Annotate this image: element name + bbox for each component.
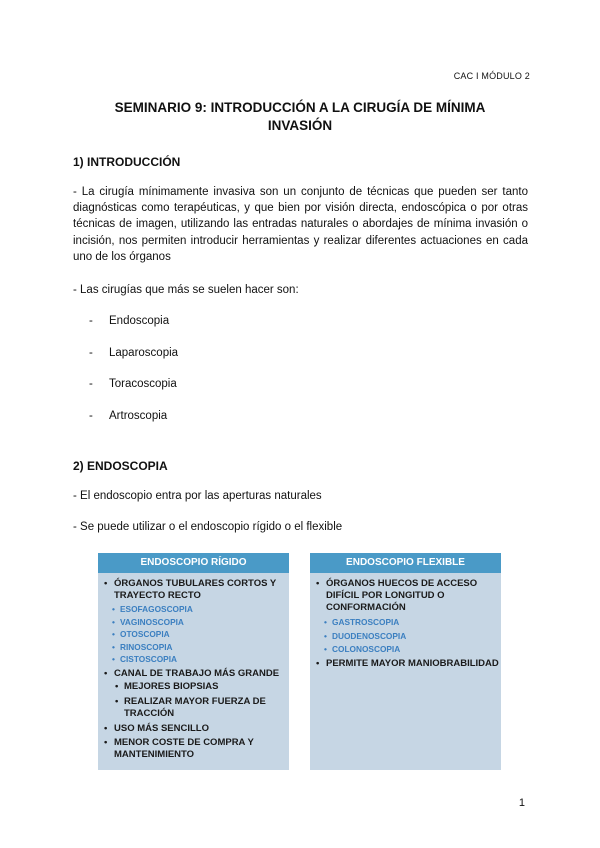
list-item: • DUODENOSCOPIA [324, 630, 407, 641]
list-item: • ÓRGANOS HUECOS DE ACCESO DIFÍCIL POR LONGITUD O CONFORMACIÓN [316, 578, 478, 613]
list-item: • CISTOSCOPIA [112, 654, 178, 664]
list-item: • ESOFAGOSCOPIA [112, 604, 193, 614]
endoscope-line-1: - El endoscopio entra por las aperturas naturales [73, 490, 322, 502]
surgery-list-intro: - Las cirugías que más se suelen hacer son: [73, 284, 299, 296]
list-item: • VAGINOSCOPIA [112, 616, 184, 627]
flexible-box-header: ENDOSCOPIO FLEXIBLE [310, 553, 501, 573]
list-item: • PERMITE MAYOR MANIOBRABILIDAD [316, 657, 499, 669]
list-item: • CANAL DE TRABAJO MÁS GRANDE [104, 667, 280, 679]
list-item: • USO MÁS SENCILLO [104, 722, 210, 734]
list-item: - Toracoscopia [89, 378, 177, 390]
title-line-1: SEMINARIO 9: INTRODUCCIÓN A LA CIRUGÍA DE MÍNIMA [114, 100, 486, 115]
list-item: - Artroscopia [89, 410, 168, 422]
list-item: • RINOSCOPIA [112, 641, 173, 652]
page-title [70, 99, 530, 135]
endoscope-line-2: - Se puede utilizar o el endoscopio rígido o el flexible [73, 521, 343, 533]
intro-paragraph: - La cirugía mínimamente invasiva son un conjunto de técnicas que pueden ser tanto diagnósticas como terapéuticas, y que bien por visión directa, endoscópica o por otras técnicas de imagen, utilizando las entradas naturales o abordajes de mínima invasión o incisión, nos permiten introducir herramientas y realizar diferentes actuaciones en cada uno de los órganos [73, 186, 528, 263]
list-item: - Laparoscopia [89, 347, 179, 359]
section-2-heading: 2) ENDOSCOPIA [73, 459, 168, 473]
list-item: • MEJORES BIOPSIAS [115, 680, 219, 692]
list-item: • MENOR COSTE DE COMPRA Y MANTENIMIENTO [104, 736, 254, 760]
list-item: • REALIZAR MAYOR FUERZA DE TRACCIÓN [115, 695, 266, 719]
list-item: • COLONOSCOPIA [324, 644, 401, 654]
module-header: CAC I MÓDULO 2 [453, 71, 530, 81]
list-item: - Endoscopia [89, 315, 170, 327]
section-1-heading: 1) INTRODUCCIÓN [73, 155, 181, 169]
title-line-2: INVASIÓN [267, 118, 333, 133]
list-item: • ÓRGANOS TUBULARES CORTOS Y TRAYECTO RECTO [104, 578, 277, 601]
rigid-endoscope-box [98, 553, 289, 770]
flexible-endoscope-box [310, 553, 501, 770]
list-item: • GASTROSCOPIA [324, 617, 400, 627]
page-number: 1 [518, 797, 525, 809]
rigid-box-header: ENDOSCOPIO RÍGIDO [98, 553, 289, 573]
list-item: • OTOSCOPIA [112, 629, 170, 639]
